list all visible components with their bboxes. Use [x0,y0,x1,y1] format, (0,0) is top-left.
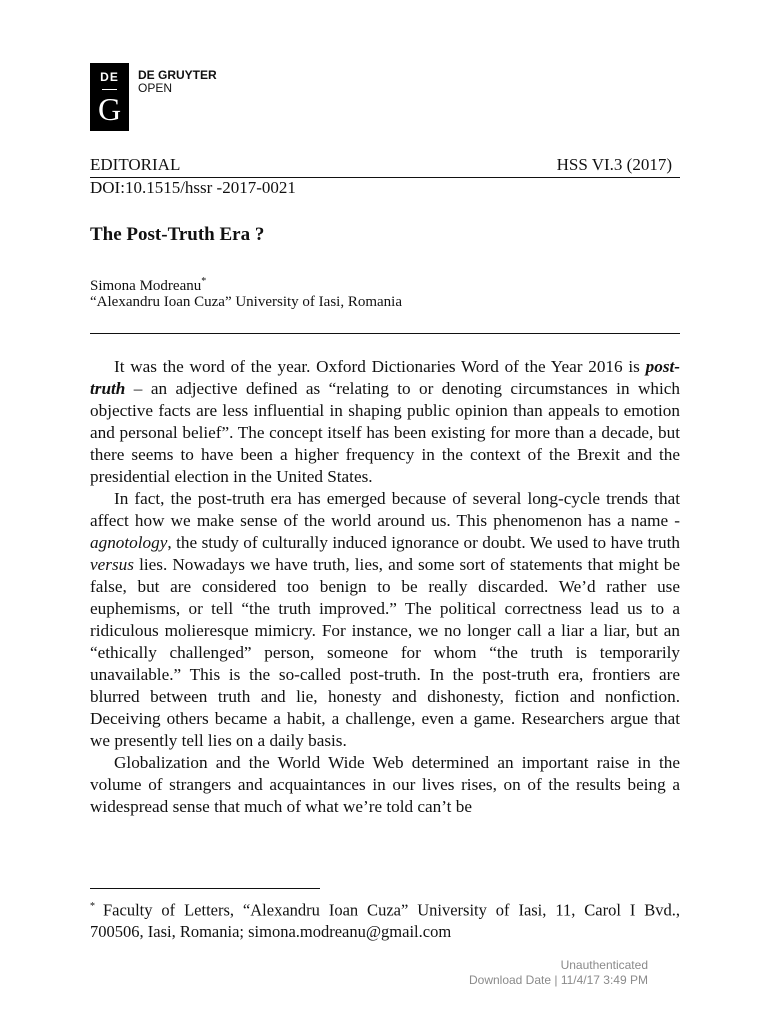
italic-term: agnotology [90,533,168,552]
logo-mark [90,63,129,131]
title-block-rule [90,333,680,334]
paragraph-text: It was the word of the year. Oxford Dictionaries Word of the Year 2016 is [114,357,646,376]
author-name: Simona Modreanu [90,278,202,294]
section-label: EDITORIAL [90,155,181,174]
paragraph-1 [90,356,680,488]
author-footnote-mark: * [201,276,207,287]
logo-wordmark [138,69,217,95]
paragraph-text: lies. Nowadays we have truth, lies, and some sort of statements that might be false, but are considered too benign to be really discarded. We’d rather use euphemisms, or tell “the truth improved.” The political correctness lead us to a ridiculous molieresque mimicry. For instance, we no longer call a liar a liar, but an “ethically challenged” person, someone for whom “the truth is temporarily unavailable.” This is the so-called post-truth. In the post-truth era, frontiers are blurred between truth and lie, honesty and dishonesty, fiction and nonfiction. Deceiving others became a habit, a challenge, even a game. Researchers argue that we presently tell lies on a daily basis. [90,555,680,750]
paragraph-2 [90,488,680,752]
doi: DOI:10.1515/hssr -2017-0021 [90,178,296,197]
footnote-mark: * [90,901,95,912]
footnote-rule [90,888,320,889]
article-body [90,356,680,818]
paragraph-text: , the study of culturally induced ignorance or doubt. We used to have truth [167,533,680,552]
watermark-date: Download Date | 11/4/17 3:49 PM [468,973,648,987]
article-title: The Post-Truth Era ? [90,224,265,245]
publisher-name: DE GRUYTER [138,68,217,82]
journal-issue: HSS VI.3 (2017) [556,155,672,174]
paragraph-text: In fact, the post-truth era has emerged because of several long-cycle trends that affect how we make sense of the world around us. This phenomenon has a name - [90,489,680,530]
paragraph-3: Globalization and the World Wide Web determined an important raise in the volume of strangers and acquaintances in our lives rises, on of the results being a widespread sense that much of what we’re told can’t be [90,753,680,816]
publisher-logo [90,63,228,131]
key-term: post-truth [90,357,680,398]
paragraph-text: – an adjective defined as “relating to or denoting circumstances in which objective facts are less influential in shaping public opinion than appeals to emotion and personal belief”. The concept itself has been existing for more than a decade, but there seems to have been a higher frequency in the context of the Brexit and the presidential election in the United States. [90,379,680,486]
italic-term: versus [90,555,134,574]
footnote [90,896,680,942]
running-header [90,155,680,175]
watermark-status: Unauthenticated [560,958,648,972]
logo-mark-bottom: G [97,91,122,127]
logo-divider [102,89,117,90]
access-watermark [469,958,648,988]
footnote-text: Faculty of Letters, “Alexandru Ioan Cuza” University of Iasi, 11, Carol I Bvd., 700506, Iasi, Romania; simona.modreanu@gmail.com [90,900,680,941]
logo-mark-top: DE [100,70,119,84]
publisher-imprint: OPEN [138,81,173,95]
affiliation: “Alexandru Ioan Cuza” University of Iasi, Romania [90,294,402,310]
